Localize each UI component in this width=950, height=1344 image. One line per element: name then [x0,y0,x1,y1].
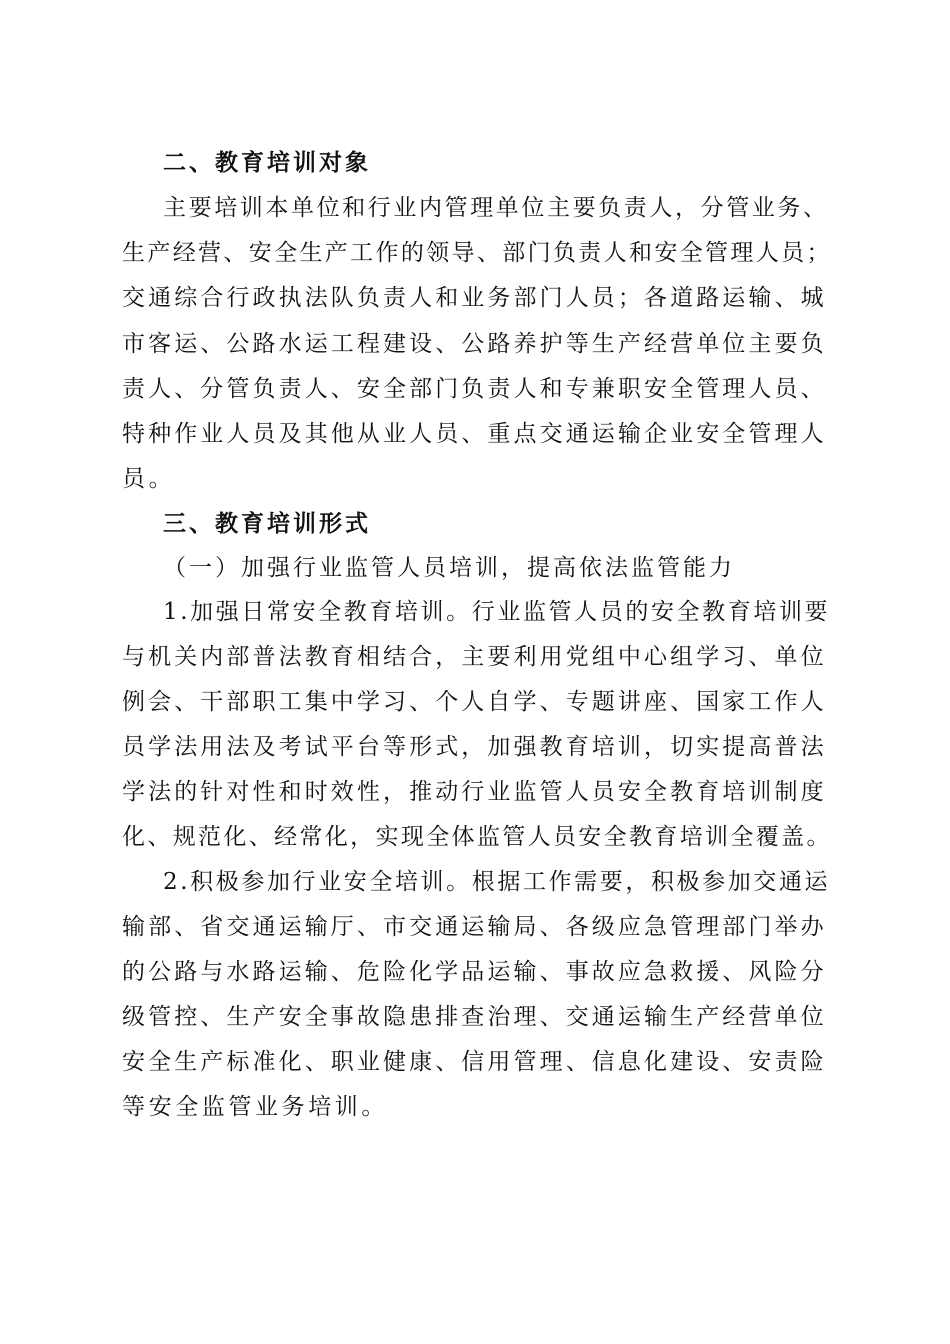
paragraph-line: 责人、分管负责人、安全部门负责人和专兼职安全管理人员、 [122,376,827,402]
paragraph-line: 例会、干部职工集中学习、个人自学、专题讲座、国家工作人 [122,689,827,715]
paragraph-line: 等安全监管业务培训。 [122,1094,388,1120]
paragraph-line: 输部、省交通运输厅、市交通运输局、各级应急管理部门举办 [122,914,827,940]
paragraph-line: 生产经营、安全生产工作的领导、部门负责人和安全管理人员； [122,240,832,266]
paragraph-line: 学法的针对性和时效性，推动行业监管人员安全教育培训制度 [122,779,827,805]
paragraph-line: 员学法用法及考试平台等形式，加强教育培训，切实提高普法 [122,734,827,760]
paragraph-line: 安全生产标准化、职业健康、信用管理、信息化建设、安责险 [122,1049,827,1075]
paragraph-line: 1.加强日常安全教育培训。行业监管人员的安全教育培训要 [163,599,831,625]
paragraph-line: 特种作业人员及其他从业人员、重点交通运输企业安全管理人 [122,421,827,447]
paragraph-line: 交通综合行政执法队负责人和业务部门人员；各道路运输、城 [122,285,827,311]
paragraph-line: 主要培训本单位和行业内管理单位主要负责人，分管业务、 [163,195,829,221]
paragraph-line: 化、规范化、经常化，实现全体监管人员安全教育培训全覆盖。 [122,824,832,850]
paragraph-line: 2.积极参加行业安全培训。根据工作需要，积极参加交通运 [163,869,831,895]
section-heading-training-targets: 二、教育培训对象 [163,150,371,176]
paragraph-line: 市客运、公路水运工程建设、公路养护等生产经营单位主要负 [122,331,827,357]
subsection-heading: （一）加强行业监管人员培训，提高依法监管能力 [163,555,735,581]
paragraph-line: 与机关内部普法教育相结合，主要利用党组中心组学习、单位 [122,644,827,670]
paragraph-line: 级管控、生产安全事故隐患排查治理、交通运输生产经营单位 [122,1004,827,1030]
paragraph-line: 员。 [122,466,176,492]
paragraph-line: 的公路与水路运输、危险化学品运输、事故应急救援、风险分 [122,959,827,985]
section-heading-training-forms: 三、教育培训形式 [163,511,371,537]
